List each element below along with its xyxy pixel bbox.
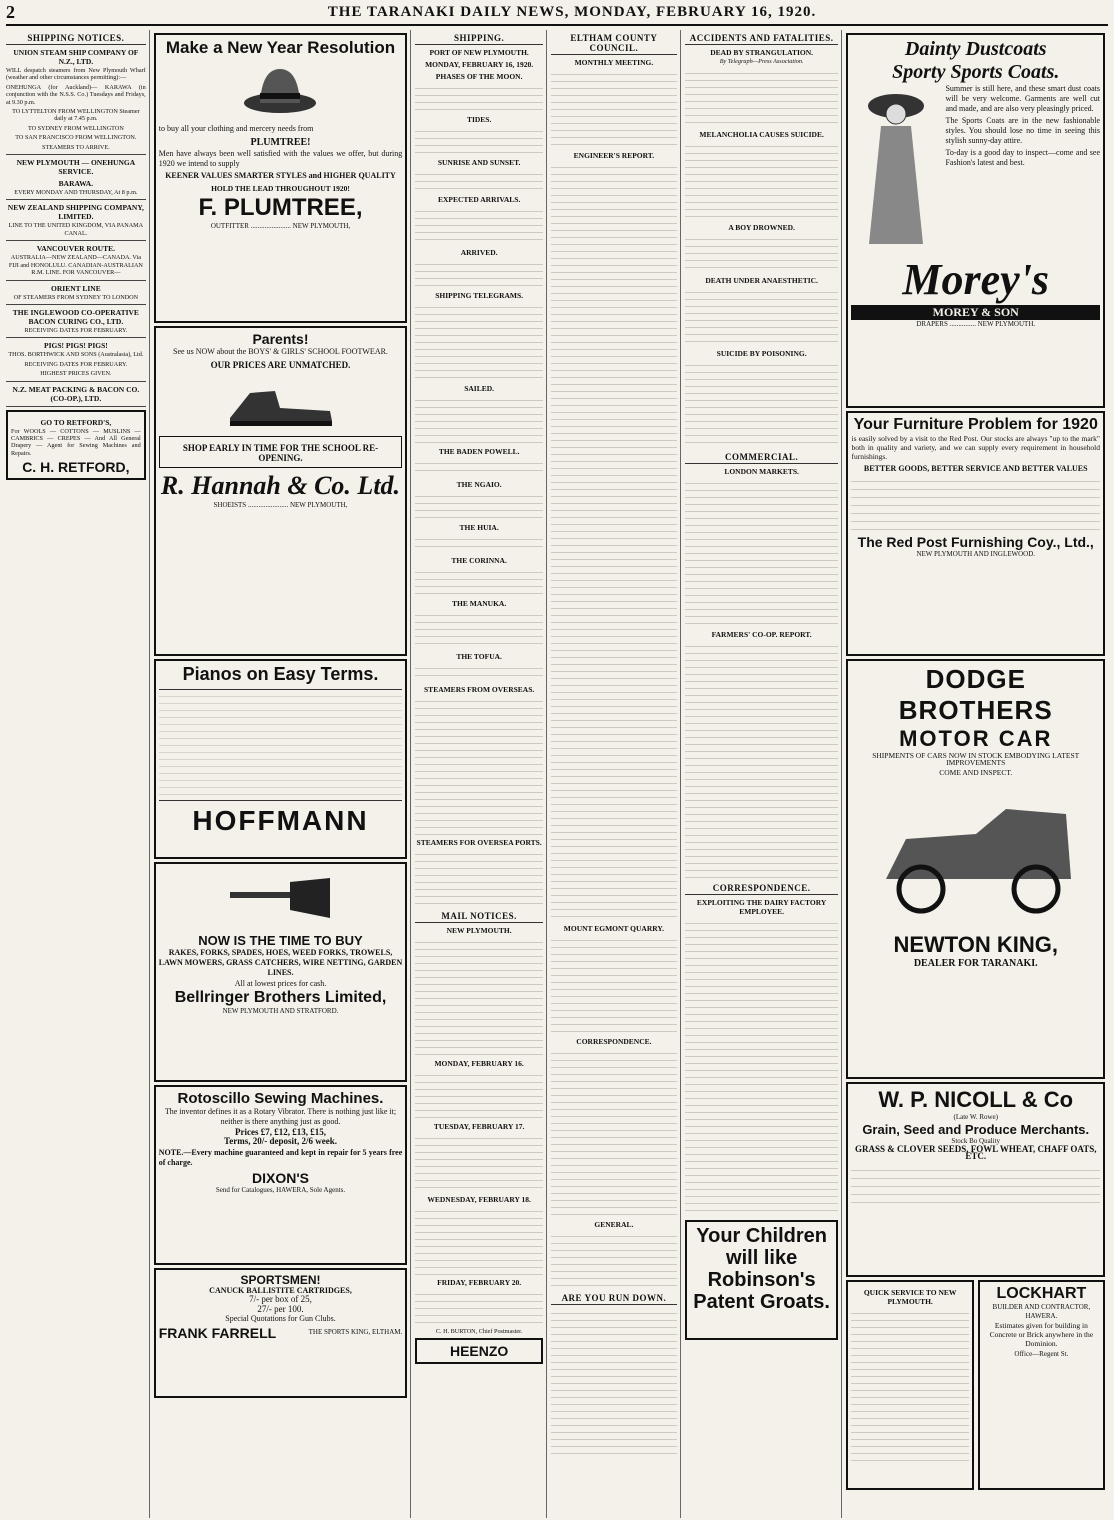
borthwick-receiving: RECEIVING DATES FOR FEBRUARY. — [24, 360, 128, 368]
dodge-ad — [846, 659, 1105, 1079]
port-date: MONDAY, FEBRUARY 16, 1920. — [425, 60, 534, 69]
bellringer-title: NOW IS THE TIME TO BUY — [198, 933, 363, 948]
london-heading: LONDON MARKETS. — [724, 467, 799, 477]
rotoscillo-note: NOTE.—Every machine guaranteed and kept in repair for 5 years free of charge. — [158, 1147, 403, 1167]
robinson-text: Your Children will like Robinson's Patent Groats. — [693, 1225, 830, 1314]
dustcoats-text2: The Sports Coats are in the new fashionable styles. You should lose no time in seeing this stylish sunny-day attire. — [945, 116, 1100, 145]
furniture-company: The Red Post Furnishing Coy., Ltd., — [857, 534, 1094, 550]
rotoscillo-prices: Prices £7, £12, £13, £15, — [235, 1127, 326, 1137]
plumtree-close: HOLD THE LEAD THROUGHOUT 1920! — [211, 184, 350, 193]
mail-np: NEW PLYMOUTH. — [446, 926, 512, 935]
furniture-better: BETTER GOODS, BETTER SERVICE AND BETTER VALUES — [863, 464, 1088, 473]
column-shipping — [415, 30, 547, 1518]
mail-tuesday: TUESDAY, FEBRUARY 17. — [433, 1122, 525, 1131]
sportsmen-price1: 7/- per box of 25, — [249, 1294, 312, 1305]
shipping-notices-heading: SHIPPING NOTICES. — [6, 33, 146, 45]
lockhart-office: Office—Regent St. — [1014, 1350, 1069, 1358]
inglewood-heading: THE INGLEWOOD CO-OPERATIVE BACON CURING CO., LTD. — [12, 307, 139, 326]
sportsmen-price2: 27/- per 100. — [257, 1303, 304, 1314]
woman-illustration — [851, 84, 941, 254]
dustcoats-title2: Sporty Sports Coats. — [892, 61, 1060, 83]
sportsmen-special: Special Quotations for Gun Clubs. — [225, 1314, 336, 1324]
expected-heading: EXPECTED ARRIVALS. — [437, 195, 521, 204]
moreys-ad — [846, 33, 1105, 408]
drowned-heading: A BOY DROWNED. — [728, 223, 795, 233]
mail-monday: MONDAY, FEBRUARY 16. — [434, 1059, 524, 1068]
column-accidents-commercial — [685, 30, 843, 1518]
dodge-text: SHIPMENTS OF CARS NOW IN STOCK EMBODYING LATEST IMPROVEMENTS — [872, 751, 1080, 768]
inglewood-text: RECEIVING DATES FOR FEBRUARY. — [24, 326, 128, 334]
pianos-ad — [154, 659, 408, 859]
borthwick: THOS. BORTHWICK AND SONS (Australasia), Ltd. — [8, 351, 144, 359]
rotoscillo-title: Rotoscillo Sewing Machines. — [177, 1090, 384, 1107]
rotoscillo-ad — [154, 1085, 408, 1265]
baden-heading: THE BADEN POWELL. — [438, 447, 520, 456]
plumtree-ad — [154, 33, 408, 323]
rundown-heading: ARE YOU RUN DOWN. — [551, 1293, 677, 1305]
general-heading: GENERAL. — [594, 1220, 634, 1229]
hannah-banner: SHOP EARLY IN TIME FOR THE SCHOOL RE-OPENING. — [159, 436, 403, 468]
engineer-heading: ENGINEER'S REPORT. — [573, 151, 655, 160]
mail-wednesday: WEDNESDAY, FEBRUARY 18. — [427, 1195, 531, 1204]
pianos-title: Pianos on Easy Terms. — [182, 664, 379, 684]
newspaper-title: THE TARANAKI DAILY NEWS, MONDAY, FEBRUARY 16, 1920. — [327, 3, 817, 20]
press-association: By Telegraph—Press Association. — [719, 58, 804, 65]
moreys-footer: DRAPERS ............... NEW PLYMOUTH. — [916, 320, 1036, 328]
dustcoats-text1: Summer is still here, and these smart dust coats will be very welcome. Garments are well cut and made, and are also very pleasingly priced. — [945, 84, 1100, 113]
quick-service-ad — [846, 1280, 973, 1490]
union-item: STEAMERS TO ARRIVE. — [42, 143, 110, 151]
accidents-heading: ACCIDENTS AND FATALITIES. — [685, 33, 839, 45]
overseas-heading: STEAMERS FROM OVERSEAS. — [424, 685, 535, 694]
moon-heading: PHASES OF THE MOON. — [435, 72, 523, 81]
heenzo-ad — [415, 1338, 543, 1364]
orient-text: OF STEAMERS FROM SYDNEY TO LONDON — [13, 293, 139, 301]
telegrams-heading: SHIPPING TELEGRAMS. — [435, 291, 524, 300]
tides-heading: TIDES. — [466, 115, 492, 124]
corinna-heading: THE CORINNA. — [451, 556, 507, 565]
column-advertisements-b — [846, 30, 1108, 1518]
furniture-places: NEW PLYMOUTH AND INGLEWOOD. — [916, 550, 1036, 558]
lockhart-ad — [978, 1280, 1105, 1490]
hannah-ad — [154, 326, 408, 656]
mail-heading: MAIL NOTICES. — [415, 911, 543, 923]
nz-shipping-heading: NEW ZEALAND SHIPPING COMPANY, LIMITED. — [7, 203, 144, 222]
lockhart-text: Estimates given for building in Concrete or Brick anywhere in the Dominion. — [989, 1321, 1094, 1348]
plumtree-name: PLUMTREE! — [250, 137, 311, 148]
eltham-sub: MONTHLY MEETING. — [574, 58, 654, 67]
moreys-band: MOREY & SON — [851, 305, 1100, 320]
strangulation-heading: DEAD BY STRANGULATION. — [710, 48, 813, 57]
column-eltham-council — [551, 30, 681, 1518]
hat-illustration — [240, 61, 320, 121]
ngaio-heading: THE NGAIO. — [456, 480, 502, 489]
nicoll-grain: Grain, Seed and Produce Merchants. — [862, 1122, 1090, 1137]
huia-heading: THE HUIA. — [459, 523, 499, 532]
hannah-logo: R. Hannah & Co. Ltd. — [160, 471, 401, 500]
page-number: 2 — [6, 1, 15, 22]
vancouver-text: AUSTRALIA—NEW ZEALAND—CANADA. Via FIJI and HONOLULU. CANADIAN-AUSTRALIAN R.M. LINE. FOR VANCOUVER— — [8, 254, 143, 277]
dodge-title: DODGE BROTHERS — [898, 664, 1053, 725]
newton-dealer: DEALER FOR TARANAKI. — [913, 958, 1038, 970]
nicoll-late: (Late W. Rowe) — [953, 1113, 998, 1121]
retford-ad — [6, 410, 146, 481]
rotoscillo-text: The inventor defines it as a Rotary Vibrator. There is nothing just like it; neither is there anything just as good. — [164, 1107, 397, 1126]
nicoll-items: GRASS & CLOVER SEEDS, FOWL WHEAT, CHAFF OATS, ETC. — [854, 1144, 1097, 1162]
hannah-title: Parents! — [252, 331, 309, 347]
melancholia-heading: MELANCHOLIA CAUSES SUICIDE. — [699, 130, 824, 140]
plumtree-title: Make a New Year Resolution — [165, 38, 396, 57]
pigs-heading: PIGS! PIGS! PIGS! — [43, 341, 108, 351]
lockhart-sub: BUILDER AND CONTRACTOR, HAWERA. — [992, 1303, 1091, 1320]
hannah-prices: OUR PRICES ARE UNMATCHED. — [210, 360, 351, 370]
farrell-name: FRANK FARRELL — [158, 1324, 277, 1341]
lockhart-name: LOCKHART — [996, 1285, 1087, 1302]
nicoll-ad — [846, 1082, 1105, 1277]
sportsmen-title: SPORTSMEN! — [240, 1273, 321, 1287]
sportsmen-text: CANUCK BALLISTITE CARTRIDGES, — [209, 1286, 352, 1295]
tofua-heading: THE TOFUA. — [456, 652, 502, 661]
union-company: UNION STEAM SHIP COMPANY OF N.Z., LTD. — [13, 48, 139, 66]
mount-heading: MOUNT EGMONT QUARRY. — [563, 924, 665, 933]
anaesthetic-heading: DEATH UNDER ANAESTHETIC. — [705, 276, 818, 286]
dustcoats-text3: To-day is a good day to inspect—come and see Fashion's latest and best. — [945, 148, 1100, 167]
plumtree-firm: F. PLUMTREE, — [198, 194, 363, 221]
plumtree-values: KEENER VALUES SMARTER STYLES and HIGHER QUALITY — [165, 171, 396, 180]
shoe-illustration — [220, 373, 340, 433]
bellringer-places: NEW PLYMOUTH AND STRATFORD. — [222, 1007, 339, 1016]
sailed-heading: SAILED. — [464, 384, 495, 393]
farrell-tag: THE SPORTS KING, ELTHAM. — [308, 1328, 403, 1337]
orient-heading: ORIENT LINE — [51, 283, 101, 293]
plumtree-text: to buy all your clothing and mercery needs from — [158, 124, 314, 133]
union-notice: WILL despatch steamers from New Plymouth Wharf (weather and other circumstances permitting):— — [6, 67, 146, 82]
hannah-footer: SHOEISTS ....................... NEW PLYMOUTH, — [213, 501, 348, 509]
dixon-footer: Send for Catalogues, HAWERA, Sole Agents. — [215, 1185, 346, 1194]
union-item: TO LYTTELTON FROM WELLINGTON Steamer daily at 7.45 p.m. — [12, 108, 140, 123]
sunrise-heading: SUNRISE AND SUNSET. — [437, 158, 521, 167]
piano-price-table — [159, 689, 403, 801]
arrived-heading: ARRIVED. — [460, 248, 498, 257]
commercial-heading: COMMERCIAL. — [685, 452, 839, 464]
plumtree-footer: OUTFITTER ....................... NEW PLYMOUTH, — [210, 222, 351, 230]
sportsmen-ad — [154, 1268, 408, 1398]
manuka-heading: THE MANUKA. — [452, 599, 507, 608]
motor-car-illustration — [866, 779, 1086, 929]
vancouver-heading: VANCOUVER ROUTE. — [36, 244, 115, 254]
quick-service-heading: QUICK SERVICE TO NEW PLYMOUTH. — [863, 1288, 957, 1306]
column-advertisements-a — [154, 30, 412, 1518]
shipping-heading: SHIPPING. — [415, 33, 543, 45]
retford-items: For WOOLS — COTTONS — MUSLINS — CAMBRICS — CREPES — And All General Drapery — Agent for Sewing Machines and Repairs. — [11, 427, 141, 457]
heenzo-brand: HEENZO — [449, 1343, 509, 1360]
union-item: TO SAN FRANCISCO FROM WELLINGTON. — [15, 134, 137, 142]
mail-friday: FRIDAY, FEBRUARY 20. — [437, 1278, 522, 1287]
barawa-heading: BARAWA. — [58, 179, 94, 189]
bellringer-ad — [154, 862, 408, 1082]
correspondence-heading: CORRESPONDENCE. — [685, 883, 839, 895]
masthead — [6, 0, 1108, 26]
furniture-ad — [846, 411, 1105, 656]
spade-illustration — [225, 870, 335, 930]
retford-name: C. H. RETFORD, — [22, 459, 130, 476]
dodge-sub: MOTOR CAR — [899, 726, 1053, 751]
for-overseas-heading: STEAMERS FOR OVERSEA PORTS. — [416, 838, 542, 847]
barawa-times: EVERY MONDAY AND THURSDAY, At 8 p.m. — [14, 189, 138, 197]
poisoning-heading: SUICIDE BY POISONING. — [716, 349, 807, 359]
bellringer-firm: Bellringer Brothers Limited, — [174, 989, 387, 1007]
plumtree-body: Men have always been well satisfied with the values we offer, but during 1920 we intend to supply — [158, 149, 403, 168]
dairy-heading: EXPLOITING THE DAIRY FACTORY EMPLOYEE. — [696, 898, 827, 917]
farmers-heading: FARMERS' CO-OP. REPORT. — [711, 630, 812, 640]
nicoll-name: W. P. NICOLL & Co — [878, 1087, 1074, 1112]
port-heading: PORT OF NEW PLYMOUTH. — [429, 48, 529, 57]
bellringer-prices: All at lowest prices for cash. — [234, 979, 327, 988]
nz-meat-heading: N.Z. MEAT PACKING & BACON CO. (CO-OP.), LTD. — [12, 384, 140, 403]
union-item: ONEHUNGA (for Auckland)— KARAWA (in conjunction with the N.S.S. Co.) Tuesdays and Fridays, at 9.30 p.m. — [6, 83, 146, 106]
eltham-heading: ELTHAM COUNTY COUNCIL. — [551, 33, 677, 55]
corr-heading: CORRESPONDENCE. — [576, 1037, 652, 1046]
dustcoats-title1: Dainty Dustcoats — [904, 38, 1047, 60]
nz-shipping-text: LINE TO THE UNITED KINGDOM, VIA PANAMA CANAL. — [8, 222, 144, 237]
retford-heading: GO TO RETFORD'S, — [40, 417, 112, 427]
dixon-name: DIXON'S — [251, 1169, 309, 1186]
bellringer-items: RAKES, FORKS, SPADES, HOES, WEED FORKS, TROWELS, LAWN MOWERS, GRASS CATCHERS, WIRE NETTING, GARDEN LINES. — [158, 948, 403, 977]
robinson-ad — [685, 1220, 839, 1340]
moreys-logo: Morey's — [902, 255, 1050, 304]
np-onehunga-heading: NEW PLYMOUTH — ONEHUNGA SERVICE. — [16, 158, 136, 177]
furniture-title: Your Furniture Problem for 1920 — [853, 416, 1098, 433]
column-shipping-notices — [6, 30, 150, 1518]
furniture-text: is easily solved by a visit to the Red Post. Our stocks are always "up to the mark" both in quality and variety, and we can supply every requirement in household furnishings. — [851, 434, 1100, 461]
union-item: TO SYDNEY FROM WELLINGTON — [27, 124, 124, 132]
borthwick-highest: HIGHEST PRICES GIVEN. — [40, 370, 112, 378]
hannah-sub: See us NOW about the BOYS' & GIRLS' SCHOOL FOOTWEAR. — [173, 347, 388, 356]
newton-name: NEWTON KING, — [893, 932, 1059, 958]
hoffmann-brand: HOFFMANN — [192, 805, 369, 836]
nicoll-stock: Stock Bo Quality — [951, 1137, 1001, 1145]
dodge-come: COME AND INSPECT. — [939, 767, 1013, 777]
rotoscillo-terms: Terms, 20/- deposit, 2/6 week. — [224, 1136, 337, 1147]
postmaster: C. H. BURTON, Chief Postmaster. — [435, 1328, 523, 1335]
